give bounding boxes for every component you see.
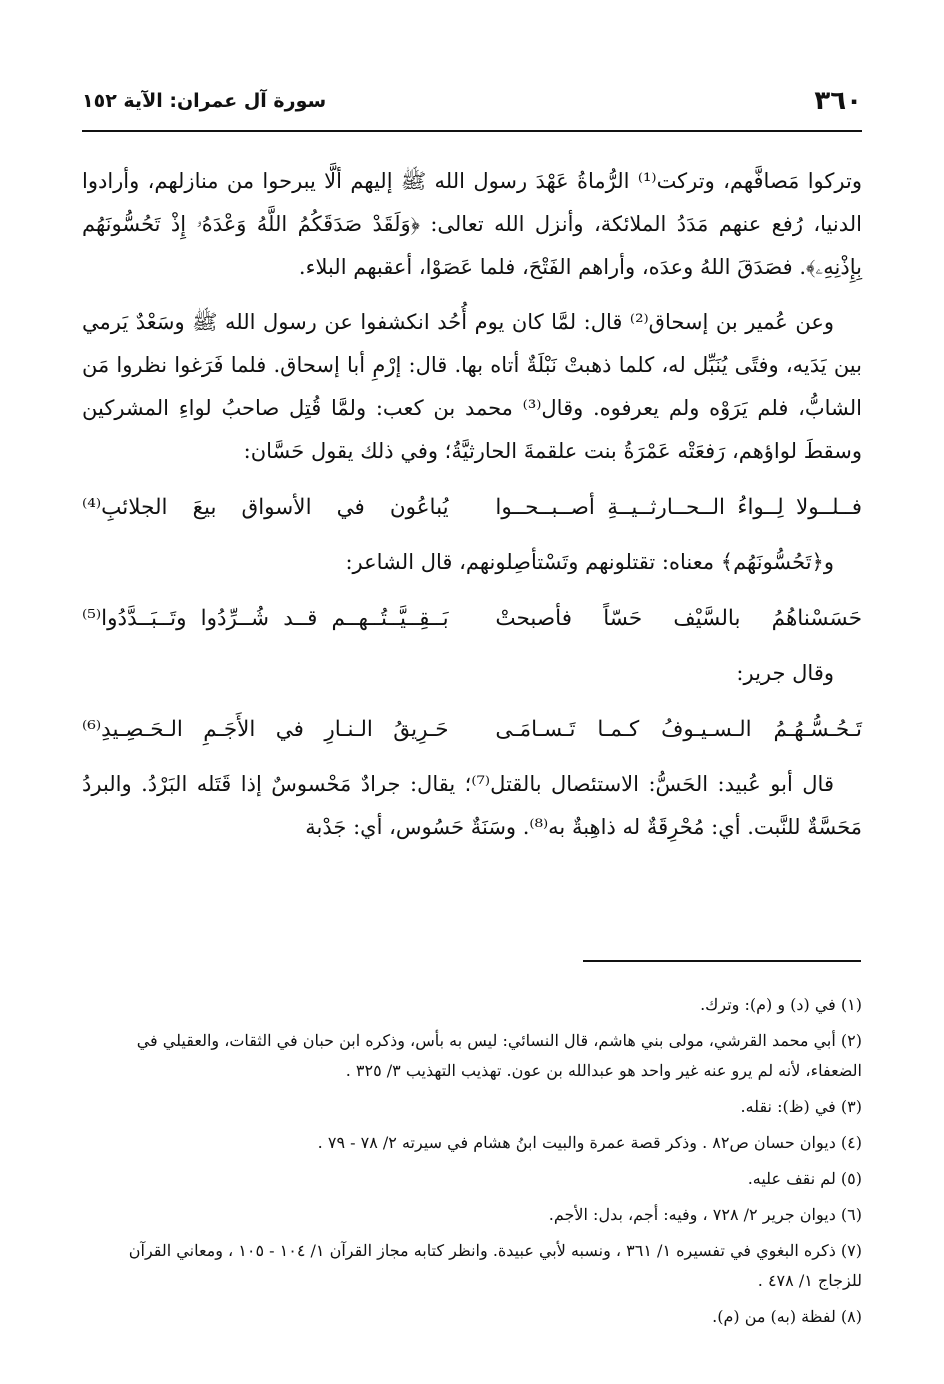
verse-first-hemistich: فــلــولا لِــواءُ الــحــارثــيــةِ أصــبــحــوا xyxy=(495,495,862,520)
paragraph: قال أبو عُبيد: الحَسُّ: الاستئصال بالقتل⁽⁷⁾؛ يقال: جرادٌ مَحْسوسٌ إذا قَتَله البَرْدُ. والبردُ مَحَسَّةٌ للنَّبت. أي: مُحْرِقَةٌ له ذاهِبةٌ به⁽⁸⁾. وسَنَةٌ حَسُوس، أي: جَدْبة xyxy=(82,772,862,839)
poetry-verse xyxy=(82,485,862,531)
footnote: (٥) لم نقف عليه. xyxy=(747,1169,862,1188)
main-text xyxy=(82,160,862,861)
header-divider xyxy=(82,130,862,132)
verse-first-hemistich: تَـحُـسُّـهُـمُ الـسـيـوفُ كـمـا تَـسـامَـى xyxy=(495,717,862,742)
paragraph: وتركوا مَصافَّهم، وتركت⁽¹⁾ الرُّماةُ عَهْدَ رسول الله ﷺ إليهم ألَّا يبرحوا من منازلهم، وأرادوا الدنيا، رُفع عنهم مَدَدُ الملائكة، وأنزل الله تعالى: ﴿وَلَقَدْ صَدَقَكُمُ اللَّهُ وَعْدَهُۥ إِذْ تَحُسُّونَهُم بِإِذْنِهِۦ﴾. فصَدَقَ اللهُ وعدَه، وأراهم الفَتْحَ، فلما عَصَوْا، أعقبهم البلاء. xyxy=(82,169,862,279)
footnotes xyxy=(82,990,862,1338)
footnote: (٣) في (ظ): نقله. xyxy=(740,1097,862,1116)
paragraph: وقال جرير: xyxy=(736,661,834,685)
verse-second-hemistich: بَــقِــيَّــتُــهــم قــد شُــرِّدُوا وتَــبَــدَّدُوا⁽⁵⁾ xyxy=(82,606,449,631)
poetry-verse xyxy=(82,707,862,753)
poetry-verse xyxy=(82,596,862,642)
verse-second-hemistich: حَـرِيقُ الـنـارِ في الأَجَـمِ الـحَـصِـيدِ⁽⁶⁾ xyxy=(82,717,449,742)
page-header xyxy=(82,82,862,128)
paragraph: و﴿تَحُسُّونَهُم﴾ معناه: تقتلونهم وتَسْتأصِلونهم، قال الشاعر: xyxy=(345,550,834,574)
footnote: (٨) لفظة (به) من (م). xyxy=(712,1307,862,1326)
paragraph: وعن عُمير بن إسحاق⁽²⁾ قال: لمَّا كان يوم أُحُد انكشفوا عن رسول الله ﷺ وسَعْدٌ يَرمي بين يَدَيه، وفتًى يُنَبِّل له، كلما ذهبتْ نَبْلَةٌ أتاه بها. قال: إرْمِ أبا إسحاق. فلما فَرَغوا نظروا مَن الشابُّ، فلم يَرَوْه ولم يعرفوه. وقال⁽³⁾ محمد بن كعب: ولمَّا قُتِل صاحبُ لواءِ المشركين وسقطَ لواؤهم، رَفعَتْه عَمْرَةُ بنت علقمةَ الحارثيَّةُ؛ وفي ذلك يقول حَسَّان: xyxy=(82,310,863,463)
verse-first-hemistich: حَسَسْناهُمُ بالسَّيْف حَسّاً فأصبحتْ xyxy=(495,606,862,631)
page-number: ٣٦٠ xyxy=(814,86,862,116)
footnote-divider xyxy=(583,960,861,962)
footnote: (٢) أبي محمد القرشي، مولى بني هاشم، قال النسائي: ليس به بأس، وذكره ابن حبان في الثقات، والعقيلي في الضعفاء، لأنه لم يرو عنه غير واحد هو عبدالله بن عون. تهذيب التهذيب ٣/ ٣٢٥ . xyxy=(136,1031,862,1080)
footnote: (٤) ديوان حسان ص٨٢ . وذكر قصة عمرة والبيت ابنُ هشام في سيرته ٢/ ٧٨ - ٧٩ . xyxy=(317,1133,862,1152)
footnote: (٦) ديوان جرير ٢/ ٧٢٨ ، وفيه: أجم، بدل: الأجم. xyxy=(548,1205,862,1224)
verse-second-hemistich: يُباعُون في الأسواق بيعَ الجلائبِ⁽⁴⁾ xyxy=(82,495,449,520)
footnote: (٧) ذكره البغوي في تفسيره ١/ ٣٦١ ، ونسبه لأبي عبيدة. وانظر كتابه مجاز القرآن ١/ ١٠٤ - ١٠٥ ، ومعاني القرآن للزجاج ١/ ٤٧٨ . xyxy=(128,1241,862,1290)
running-title: سورة آل عمران: الآية ١٥٢ xyxy=(82,90,327,112)
footnote: (١) في (د) و (م): وترك. xyxy=(700,995,862,1014)
